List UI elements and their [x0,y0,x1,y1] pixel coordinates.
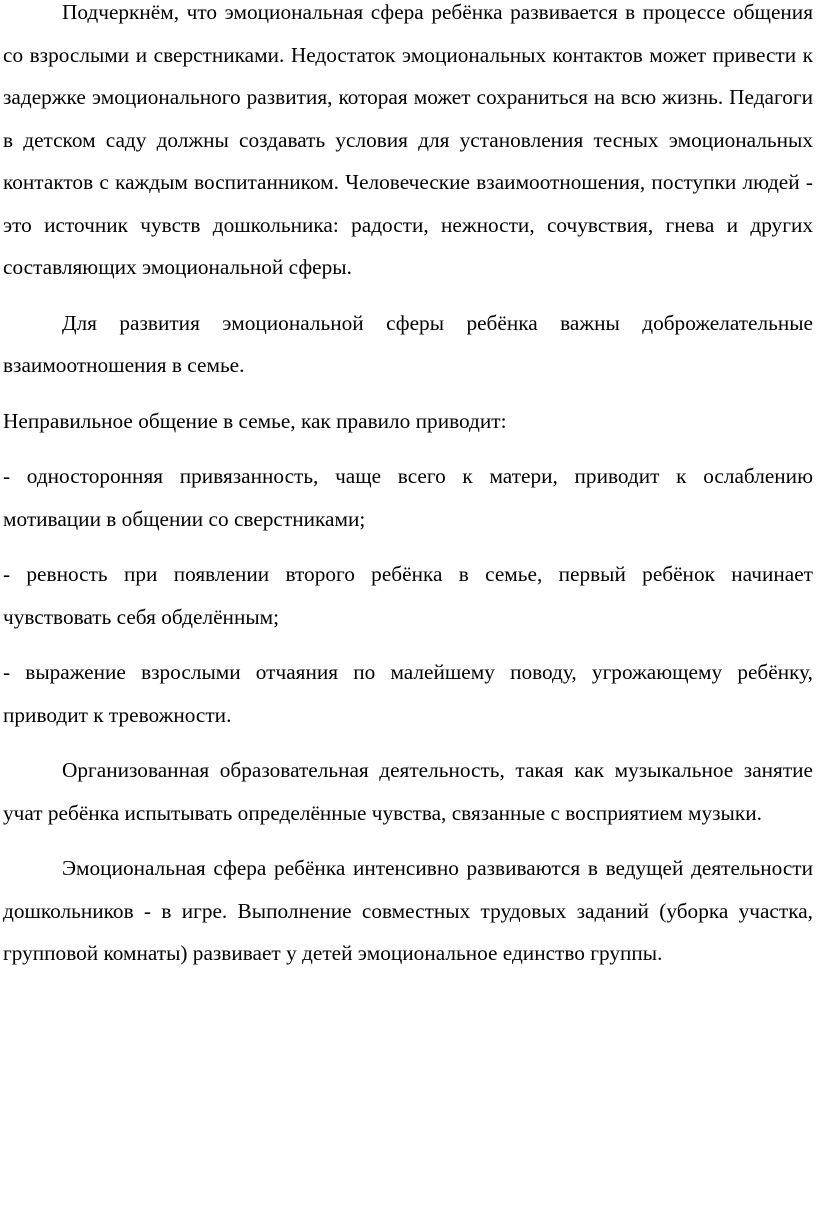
paragraph-family-relations: Для развития эмоциональной сферы ребёнка важны доброжелательные взаимоотношения в семье. [3,310,813,377]
document-page [3,0,813,975]
list-item-despair: - выражение взрослыми отчаяния по малейшему поводу, угрожающему ребёнку, приводит к тревожности. [3,660,813,727]
paragraph-emotional-sphere-intro: Подчеркнём, что эмоциональная сфера ребёнка развивается в процессе общения со взрослыми и сверстниками. Недостаток эмоциональных контактов может привести к задержке эмоционального развития, которая может сохраниться на всю жизнь. Педагоги в детском саду должны создавать условия для установления тесных эмоциональных контактов с каждым воспитанником. Человеческие взаимоотношения, поступки людей - это источник чувств дошкольника: радости, нежности, сочувствия, гнева и других составляющих эмоциональной сферы. [3,0,813,279]
paragraph-wrong-communication: Неправильное общение в семье, как правило приводит: [3,408,507,433]
list-item-attachment: - односторонняя привязанность, чаще всего к матери, приводит к ослаблению мотивации в общении со сверстниками; [3,464,813,531]
paragraph-play-activity: Эмоциональная сфера ребёнка интенсивно развиваются в ведущей деятельности дошкольников - в игре. Выполнение совместных трудовых заданий (уборка участка, групповой комнаты) развивает у детей эмоциональное единство группы. [3,856,813,965]
paragraph-music-activity: Организованная образовательная деятельность, такая как музыкальное занятие учат ребёнка испытывать определённые чувства, связанные с восприятием музыки. [3,758,813,825]
list-item-jealousy: - ревность при появлении второго ребёнка в семье, первый ребёнок начинает чувствовать себя обделённым; [3,562,813,629]
